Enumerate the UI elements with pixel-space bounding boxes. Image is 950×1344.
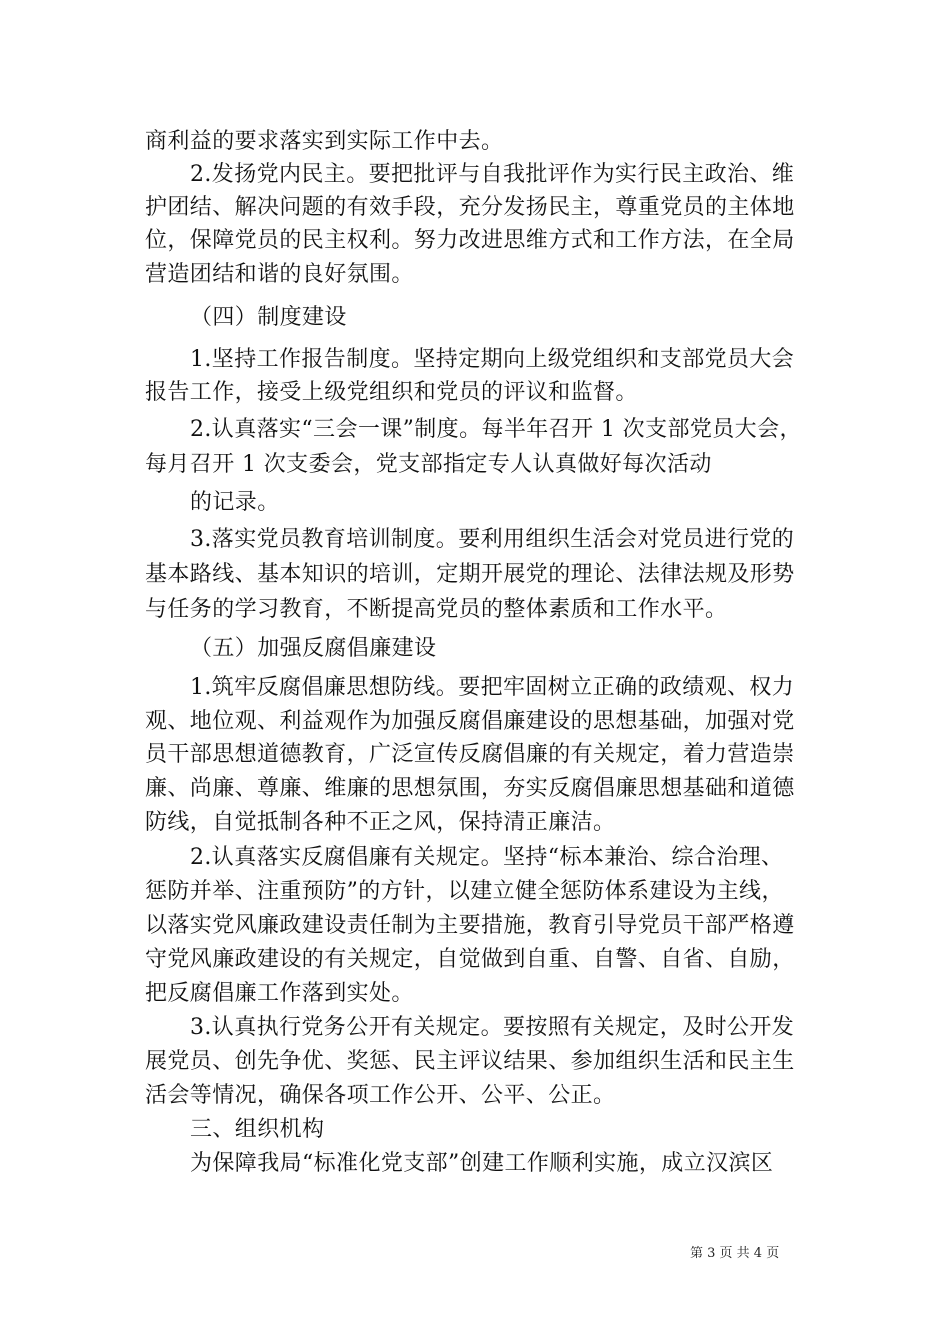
body-line: 3.落实党员教育培训制度。要利用组织生活会对党员进行党的	[190, 527, 795, 552]
body-line: 以落实党风廉政建设责任制为主要措施，教育引导党员干部严格遵	[145, 913, 795, 938]
body-line: 3.认真执行党务公开有关规定。要按照有关规定，及时公开发	[190, 1015, 795, 1040]
body-line: 观、地位观、利益观作为加强反腐倡廉建设的思想基础，加强对党	[145, 709, 795, 734]
body-line: 与任务的学习教育，不断提高党员的整体素质和工作水平。	[145, 597, 728, 622]
body-line: 1.筑牢反腐倡廉思想防线。要把牢固树立正确的政绩观、权力	[190, 675, 795, 700]
body-line: 2.认真落实反腐倡廉有关规定。坚持“标本兼治、综合治理、	[190, 845, 784, 870]
body-line: 把反腐倡廉工作落到实处。	[145, 981, 414, 1006]
body-line: 廉、尚廉、尊廉、维廉的思想氛围，夯实反腐倡廉思想基础和道德	[145, 776, 795, 801]
body-line: 商利益的要求落实到实际工作中去。	[145, 129, 504, 154]
body-line: 2.发扬党内民主。要把批评与自我批评作为实行民主政治、维	[190, 162, 795, 187]
body-line: 2.认真落实“三会一课”制度。每半年召开 1 次支部党员大会，	[190, 417, 802, 442]
body-line: 报告工作，接受上级党组织和党员的评议和监督。	[145, 380, 638, 405]
section-heading: 三、组织机构	[190, 1117, 325, 1142]
body-line: 营造团结和谐的良好氛围。	[145, 262, 414, 287]
body-line: 员干部思想道德教育，广泛宣传反腐倡廉的有关规定，着力营造崇	[145, 742, 795, 767]
body-line: 防线，自觉抵制各种不正之风，保持清正廉洁。	[145, 810, 616, 835]
page-number: 第 3 页 共 4 页	[690, 1246, 780, 1261]
body-line: 守党风廉政建设的有关规定，自觉做到自重、自警、自省、自励，	[145, 947, 795, 972]
body-line: 惩防并举、注重预防”的方针，以建立健全惩防体系建设为主线，	[145, 879, 784, 904]
body-line: 1.坚持工作报告制度。坚持定期向上级党组织和支部党员大会	[190, 347, 795, 372]
body-line: 展党员、创先争优、奖惩、民主评议结果、参加组织生活和民主生	[145, 1049, 795, 1074]
body-line: 为保障我局“标准化党支部”创建工作顺利实施，成立汉滨区	[190, 1151, 774, 1176]
section-heading: （五）加强反腐倡廉建设	[190, 636, 437, 661]
body-line: 位，保障党员的民主权利。努力改进思维方式和工作方法，在全局	[145, 228, 795, 253]
body-line: 基本路线、基本知识的培训，定期开展党的理论、法律法规及形势	[145, 562, 795, 587]
body-line: 护团结、解决问题的有效手段，充分发扬民主，尊重党员的主体地	[145, 195, 795, 220]
section-heading: （四）制度建设	[190, 305, 347, 330]
body-line: 的记录。	[190, 490, 280, 515]
body-line: 每月召开 1 次支委会，党支部指定专人认真做好每次活动	[145, 452, 712, 477]
body-line: 活会等情况，确保各项工作公开、公平、公正。	[145, 1083, 616, 1108]
